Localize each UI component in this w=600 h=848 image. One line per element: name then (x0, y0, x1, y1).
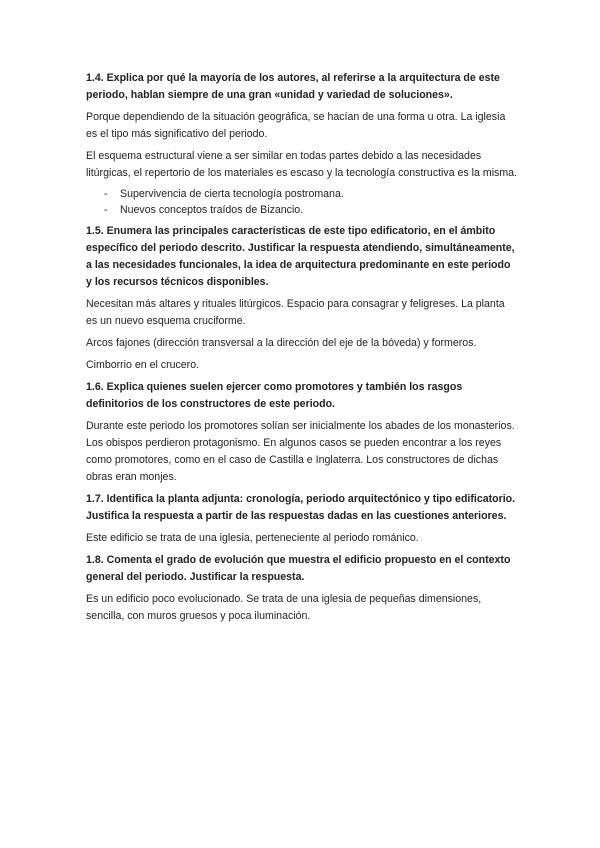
answer-paragraph: Cimborrio en el crucero. (86, 359, 200, 371)
list-item (86, 202, 518, 218)
question-1-4: 1.4. Explica por qué la mayoría de los autores, al referirse a la arquitectura de este periodo, hablan siempre de una gran «unidad y variedad de soluciones». (86, 72, 500, 101)
list-item-text: Supervivencia de cierta tecnología postromana. (120, 188, 344, 200)
answer-paragraph: Necesitan más altares y rituales litúrgicos. Espacio para consagrar y feligreses. La planta es un nuevo esquema cruciforme. (86, 298, 505, 327)
answer-list (86, 186, 518, 218)
question-1-8: 1.8. Comenta el grado de evolución que muestra el edificio propuesto en el contexto general del periodo. Justificar la respuesta. (86, 554, 511, 583)
answer-paragraph: Es un edificio poco evolucionado. Se trata de una iglesia de pequeñas dimensiones, sencilla, con muros gruesos y poca iluminación. (86, 593, 482, 622)
list-item (86, 186, 518, 202)
question-1-6: 1.6. Explica quienes suelen ejercer como promotores y también los rasgos definitorios de los constructores de este periodo. (86, 381, 463, 410)
answer-paragraph: Durante este periodo los promotores solían ser inicialmente los abades de los monasterios. Los obispos perdieron protagonismo. En algunos casos se pueden encontrar a los reyes como promotores, como en el caso de Castilla e Inglaterra. Los constructores de dichas obras eran monjes. (86, 420, 515, 483)
dash-bullet: - (104, 204, 108, 216)
question-1-7: 1.7. Identifica la planta adjunta: cronología, periodo arquitectónico y tipo edificatorio. Justifica la respuesta a partir de las respuestas dadas en las cuestiones anteriores. (86, 493, 516, 522)
list-item-text: Nuevos conceptos traídos de Bizancio. (120, 204, 304, 216)
question-1-5: 1.5. Enumera las principales características de este tipo edificatorio, en el ámbito específico del periodo descrito. Justificar la respuesta atendiendo, simultáneamente, a las necesidades funcionales, la idea de arquitectura predominante en este periodo y los recursos técnicos disponibles. (86, 225, 515, 288)
answer-paragraph: Este edificio se trata de una iglesia, perteneciente al periodo románico. (86, 532, 419, 544)
answer-paragraph: El esquema estructural viene a ser similar en todas partes debido a las necesidades litúrgicas, el repertorio de los materiales es escaso y la tecnología constructiva es la misma. (86, 150, 518, 179)
dash-bullet: - (104, 188, 108, 200)
answer-paragraph: Arcos fajones (dirección transversal a la dirección del eje de la bóveda) y formeros. (86, 337, 477, 349)
answer-paragraph: Porque dependiendo de la situación geográfica, se hacían de una forma u otra. La iglesia es el tipo más significativo del periodo. (86, 111, 506, 140)
document-page (86, 70, 518, 630)
